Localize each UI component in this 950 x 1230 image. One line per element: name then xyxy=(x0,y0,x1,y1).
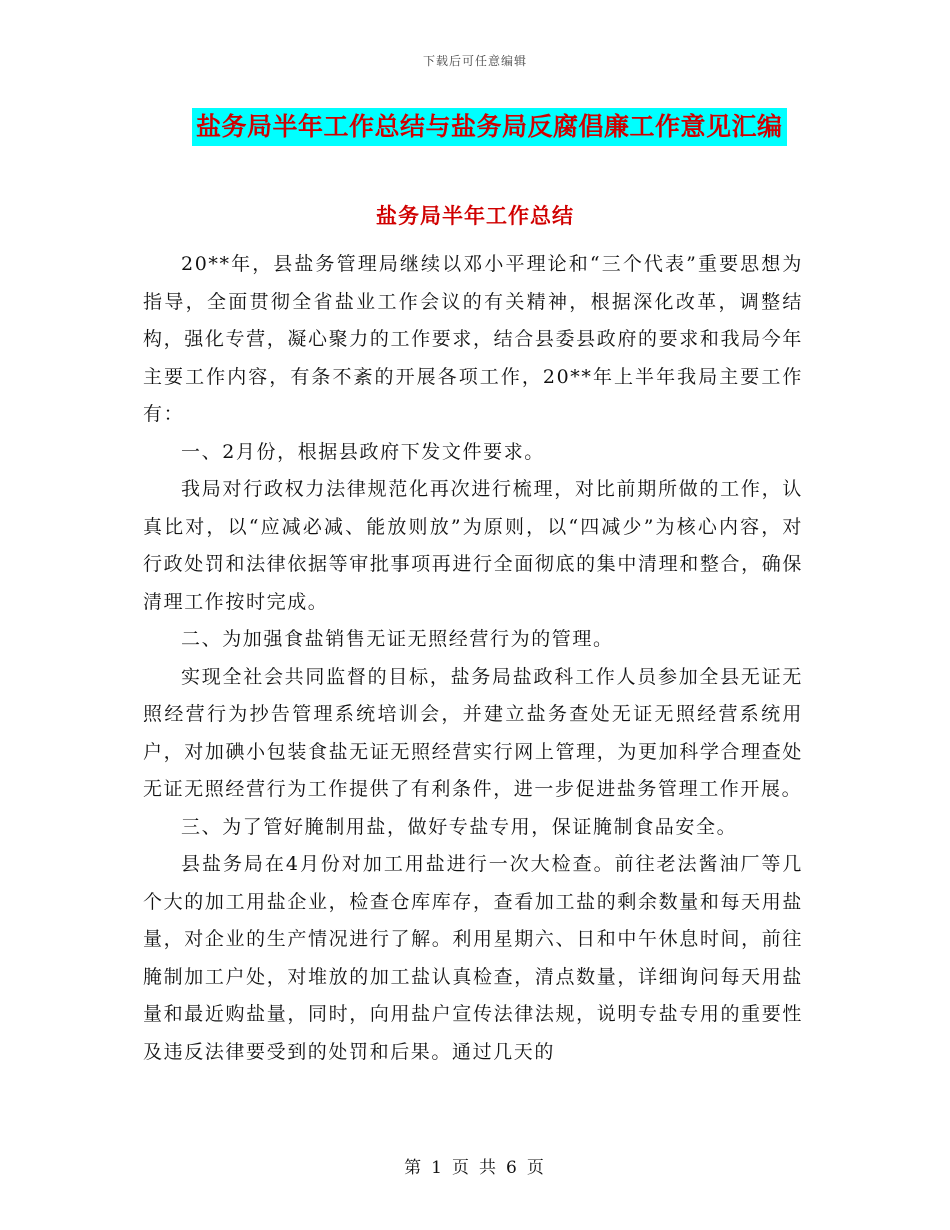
paragraph-item-2-heading: 二、为加强食盐销售无证无照经营行为的管理。 xyxy=(181,628,614,650)
footer-total-prefix: 共 xyxy=(479,1158,498,1178)
paragraph-intro: 20**年，县盐务管理局继续以邓小平理论和“三个代表”重要思想为指导，全面贯彻全省盐业工作会议的有关精神，根据深化改革，调整结构，强化专营，凝心聚力的工作要求，结合县委县政府的要求和我局今年主要工作内容，有条不紊的开展各项工作，20**年上半年我局主要工作有： xyxy=(143,253,803,425)
paragraph-item-1-body: 我局对行政权力法律规范化再次进行梳理，对比前期所做的工作，认真比对，以“应减必减、能放则放”为原则，以“四减少”为核心内容，对行政处罚和法律依据等审批事项再进行全面彻底的集中清理和整合，确保清理工作按时完成。 xyxy=(143,478,803,613)
paragraph-item-3-body: 县盐务局在4月份对加工用盐进行一次大检查。前往老法酱油厂等几个大的加工用盐企业，检查仓库库存，查看加工盐的剩余数量和每天用盐量，对企业的生产情况进行了解。利用星期六、日和中午休息时间，前往腌制加工户处，对堆放的加工盐认真检查，清点数量，详细询问每天用盐量和最近购盐量，同时，向用盐户宣传法律法规，说明专盐专用的重要性及违反法律要受到的处罚和后果。通过几天的 xyxy=(143,853,803,1063)
section-title: 盐务局半年工作总结 xyxy=(376,204,574,228)
header-note: 下载后可任意编辑 xyxy=(422,54,527,68)
footer-total-unit: 页 xyxy=(526,1158,546,1178)
paragraph-item-3-heading: 三、为了管好腌制用盐，做好专盐专用，保证腌制食品安全。 xyxy=(181,815,738,838)
document-title: 盐务局半年工作总结与盐务局反腐倡廉工作意见汇编 xyxy=(192,108,787,146)
document-body xyxy=(143,246,803,1071)
page-total: 6 xyxy=(506,1158,519,1178)
paragraph-item-1-heading: 一、2月份，根据县政府下发文件要求。 xyxy=(181,440,545,463)
footer-prefix: 第 xyxy=(404,1158,424,1178)
page-footer xyxy=(0,1153,950,1178)
paragraph-item-2-body: 实现全社会共同监督的目标，盐务局盐政科工作人员参加全县无证无照经营行为抄告管理系统培训会，并建立盐务查处无证无照经营系统用户，对加碘小包装食盐无证无照经营实行网上管理，为更加科学合理查处无证无照经营行为工作提供了有利条件，进一步促进盐务管理工作开展。 xyxy=(143,665,803,800)
footer-page-unit: 页 xyxy=(452,1158,471,1178)
page-number: 1 xyxy=(431,1158,444,1178)
